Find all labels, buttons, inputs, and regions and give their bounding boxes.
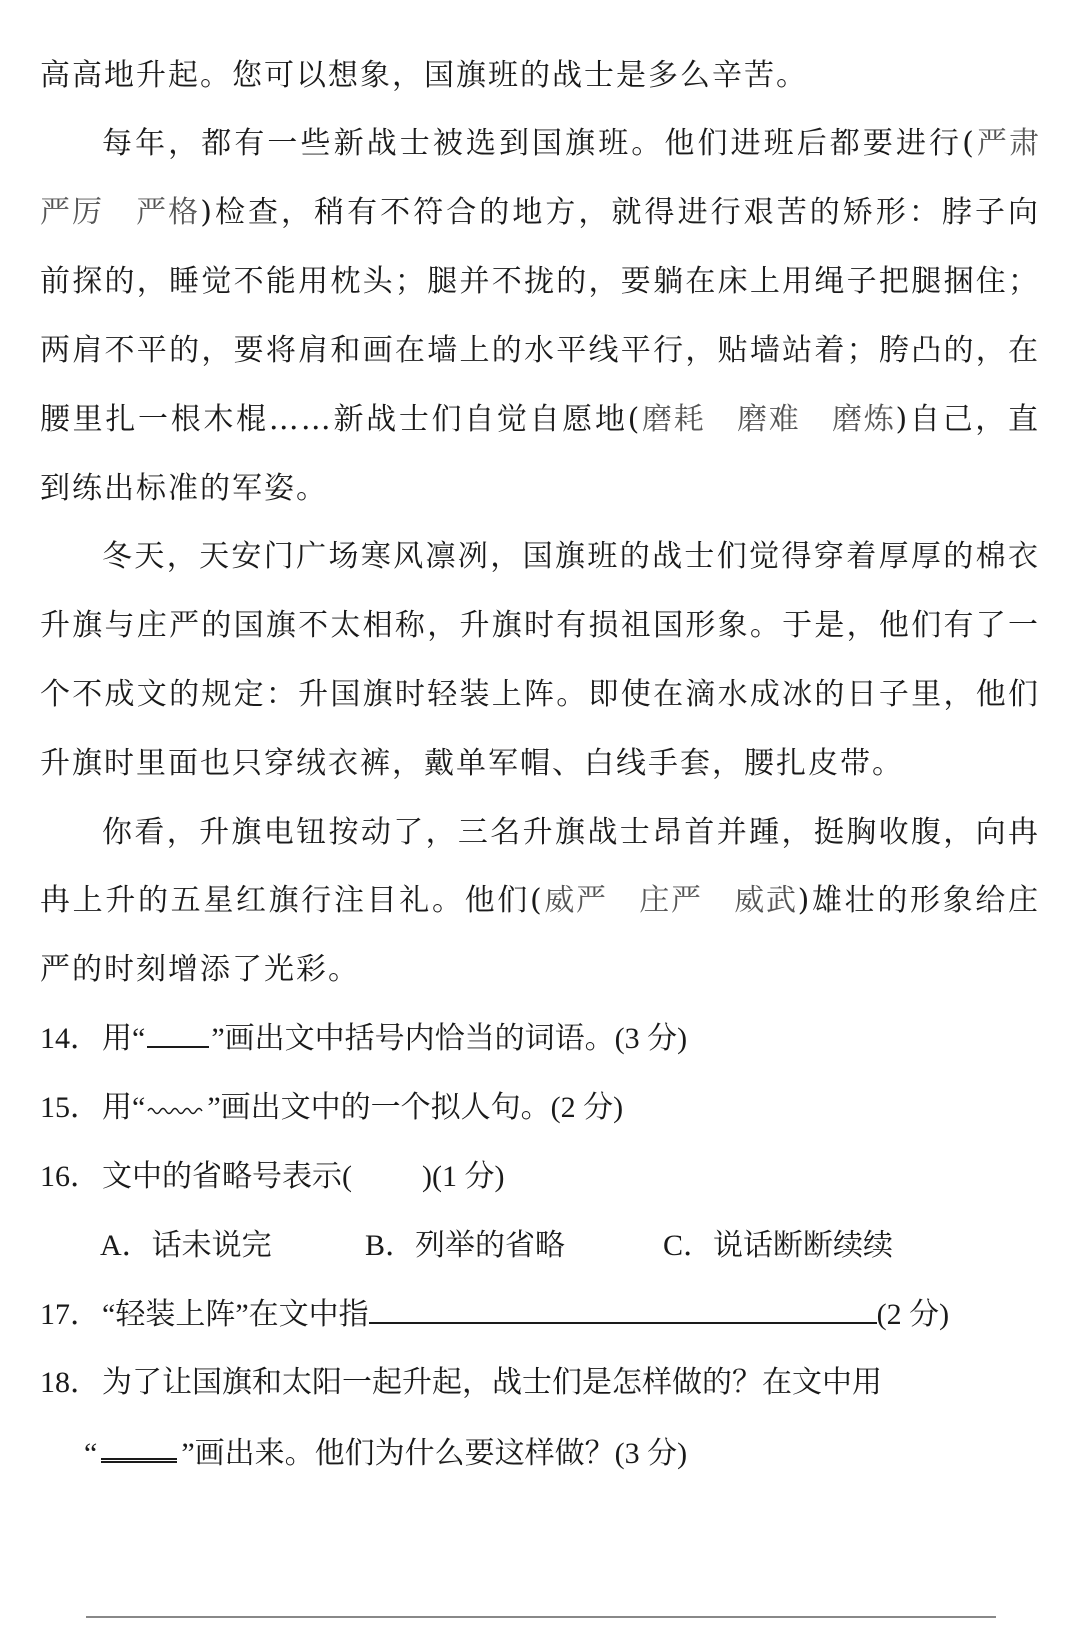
passage-text: 升旗时里面也只穿绒衣裤，戴单军帽、白线手套，腰扎皮带。 bbox=[40, 746, 904, 781]
passage-line-7 bbox=[40, 469, 1040, 509]
passage-text: 前探的，睡觉不能用枕头；腿并不拢的，要躺在床上用绳子把腿捆住； bbox=[40, 264, 1040, 299]
straight-underline-mark bbox=[147, 1022, 209, 1048]
passage-line-6 bbox=[40, 400, 1040, 440]
passage-line-1 bbox=[40, 56, 1040, 96]
question-text: 文中的省略号表示( bbox=[102, 1160, 352, 1193]
passage-text: 个不成文的规定：升国旗时轻装上阵。即使在滴水成冰的日子里，他们 bbox=[40, 677, 1040, 712]
passage-line-14 bbox=[40, 950, 1040, 990]
question-text: 为了让国旗和太阳一起升起，战士们是怎样做的？在文中用 bbox=[102, 1366, 882, 1399]
question-text: ”画出来。他们为什么要这样做？(3 分) bbox=[181, 1437, 688, 1470]
passage-text: 严的时刻增添了光彩。 bbox=[40, 952, 360, 987]
passage-text: 两肩不平的，要将肩和画在墙上的水平线平行，贴墙站着；胯凸的，在 bbox=[40, 333, 1040, 368]
word-choice-options: 严肃 bbox=[975, 126, 1040, 161]
word-choice-options: 磨耗 磨难 磨炼 bbox=[641, 402, 896, 437]
question-text: “轻装上阵”在文中指 bbox=[102, 1298, 369, 1331]
question-text: “ bbox=[84, 1437, 98, 1470]
passage-text: )自己，直 bbox=[895, 402, 1040, 437]
answer-area-rule[interactable] bbox=[86, 1616, 996, 1618]
question-text: )(1 分) bbox=[422, 1160, 505, 1193]
passage-line-8 bbox=[40, 537, 1040, 577]
question-15 bbox=[40, 1088, 623, 1128]
question-number: 18． bbox=[40, 1366, 100, 1399]
passage-text: 到练出标准的军姿。 bbox=[40, 471, 328, 506]
passage-text: 每年，都有一些新战士被选到国旗班。他们进班后都要进行( bbox=[102, 126, 976, 161]
question-text: ”画出文中的一个拟人句。(2 分) bbox=[207, 1091, 624, 1124]
question-17 bbox=[40, 1295, 949, 1335]
passage-line-5 bbox=[40, 331, 1040, 371]
question-text: 用“ bbox=[102, 1022, 146, 1055]
passage-line-13 bbox=[40, 881, 1040, 921]
option-b[interactable]: B．列举的省略 bbox=[365, 1229, 566, 1262]
question-number: 17． bbox=[40, 1298, 100, 1331]
option-c[interactable]: C．说话断断续续 bbox=[663, 1229, 894, 1262]
passage-line-12 bbox=[40, 813, 1040, 853]
passage-line-11 bbox=[40, 744, 1040, 784]
passage-line-10 bbox=[40, 675, 1040, 715]
question-18-line-2 bbox=[84, 1432, 687, 1474]
option-a[interactable]: A．话未说完 bbox=[100, 1229, 272, 1262]
question-14 bbox=[40, 1019, 687, 1059]
word-choice-options: 严厉 严格 bbox=[40, 195, 201, 230]
word-choice-options: 威严 庄严 威武 bbox=[543, 883, 798, 918]
passage-line-9 bbox=[40, 606, 1040, 646]
question-number: 14． bbox=[40, 1022, 100, 1055]
passage-line-2 bbox=[40, 124, 1040, 164]
passage-line-3 bbox=[40, 193, 1040, 233]
question-text: (2 分) bbox=[876, 1298, 950, 1331]
question-text: ”画出文中括号内恰当的词语。(3 分) bbox=[211, 1022, 688, 1055]
passage-text: 冬天，天安门广场寒风凛冽，国旗班的战士们觉得穿着厚厚的棉衣 bbox=[102, 539, 1040, 574]
passage-text: )检查，稍有不符合的地方，就得进行艰苦的矫形：脖子向 bbox=[200, 195, 1040, 230]
double-underline-mark bbox=[101, 1432, 177, 1463]
question-18 bbox=[40, 1363, 882, 1403]
question-number: 16． bbox=[40, 1160, 100, 1193]
question-number: 15． bbox=[40, 1091, 100, 1124]
wavy-underline-mark bbox=[147, 1103, 205, 1117]
passage-text: 升旗与庄严的国旗不太相称，升旗时有损祖国形象。于是，他们有了一 bbox=[40, 608, 1040, 643]
passage-text: 冉上升的五星红旗行注目礼。他们( bbox=[40, 883, 544, 918]
passage-text: 高高地升起。您可以想象，国旗班的战士是多么辛苦。 bbox=[40, 58, 808, 93]
passage-text: )雄壮的形象给庄 bbox=[797, 883, 1040, 918]
passage-line-4 bbox=[40, 262, 1040, 302]
passage-text: 你看，升旗电钮按动了，三名升旗战士昂首并踵，挺胸收腹，向冉 bbox=[102, 815, 1040, 850]
question-text: 用“ bbox=[102, 1091, 146, 1124]
question-16 bbox=[40, 1157, 504, 1197]
passage-text: 腰里扎一根木棍……新战士们自觉自愿地( bbox=[40, 402, 642, 437]
answer-line[interactable] bbox=[369, 1296, 877, 1324]
